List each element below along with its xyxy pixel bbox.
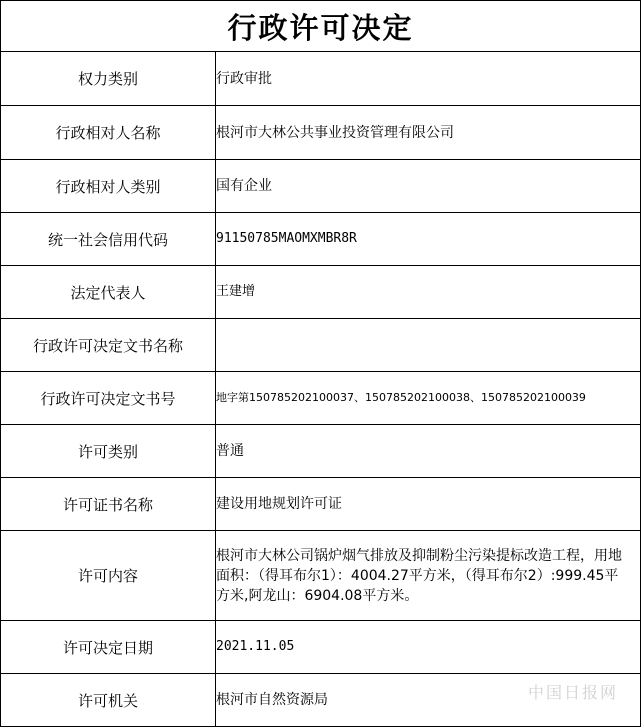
page-title: 行政许可决定 (227, 10, 414, 45)
row-counterparty-type (1, 160, 641, 213)
title-row (0, 0, 641, 51)
row-power-category (1, 52, 641, 106)
label-legal-rep: 法定代表人 (1, 266, 216, 319)
label-permit-type: 许可类别 (1, 425, 216, 478)
value-legal-rep: 王建增 (216, 266, 641, 319)
value-authority: 根河市自然资源局 (216, 674, 641, 727)
value-counterparty-name: 根河市大林公共事业投资管理有限公司 (216, 106, 641, 160)
label-authority: 许可机关 (1, 674, 216, 727)
value-decision-doc-name (216, 319, 641, 372)
row-decision-doc-no (1, 372, 641, 425)
value-decision-doc-no: 地字第150785202100037、150785202100038、150785202100039 (216, 372, 641, 425)
label-counterparty-name: 行政相对人名称 (1, 106, 216, 160)
label-counterparty-type: 行政相对人类别 (1, 160, 216, 213)
value-power-category: 行政审批 (216, 52, 641, 106)
permit-table (0, 51, 641, 727)
value-permit-content: 根河市大林公司锅炉烟气排放及抑制粉尘污染提标改造工程，用地面积：（得耳布尔1）：4004.27平方米，（得耳布尔2）:999.45平方米,阿龙山：6904.08平方米。 (216, 531, 641, 621)
row-certificate-name (1, 478, 641, 531)
label-decision-doc-name: 行政许可决定文书名称 (1, 319, 216, 372)
row-counterparty-name (1, 106, 641, 160)
label-decision-doc-no: 行政许可决定文书号 (1, 372, 216, 425)
label-credit-code: 统一社会信用代码 (1, 213, 216, 266)
watermark: 中国日报网 (527, 683, 618, 702)
value-credit-code: 91150785MAOMXMBR8R (216, 213, 641, 266)
value-counterparty-type: 国有企业 (216, 160, 641, 213)
row-decision-date (1, 621, 641, 674)
label-decision-date: 许可决定日期 (1, 621, 216, 674)
label-permit-content: 许可内容 (1, 531, 216, 621)
row-credit-code (1, 213, 641, 266)
row-permit-content (1, 531, 641, 621)
row-legal-rep (1, 266, 641, 319)
label-power-category: 权力类别 (1, 52, 216, 106)
value-certificate-name: 建设用地规划许可证 (216, 478, 641, 531)
value-permit-type: 普通 (216, 425, 641, 478)
label-certificate-name: 许可证书名称 (1, 478, 216, 531)
row-permit-type (1, 425, 641, 478)
row-decision-doc-name (1, 319, 641, 372)
value-decision-date: 2021.11.05 (216, 621, 641, 674)
